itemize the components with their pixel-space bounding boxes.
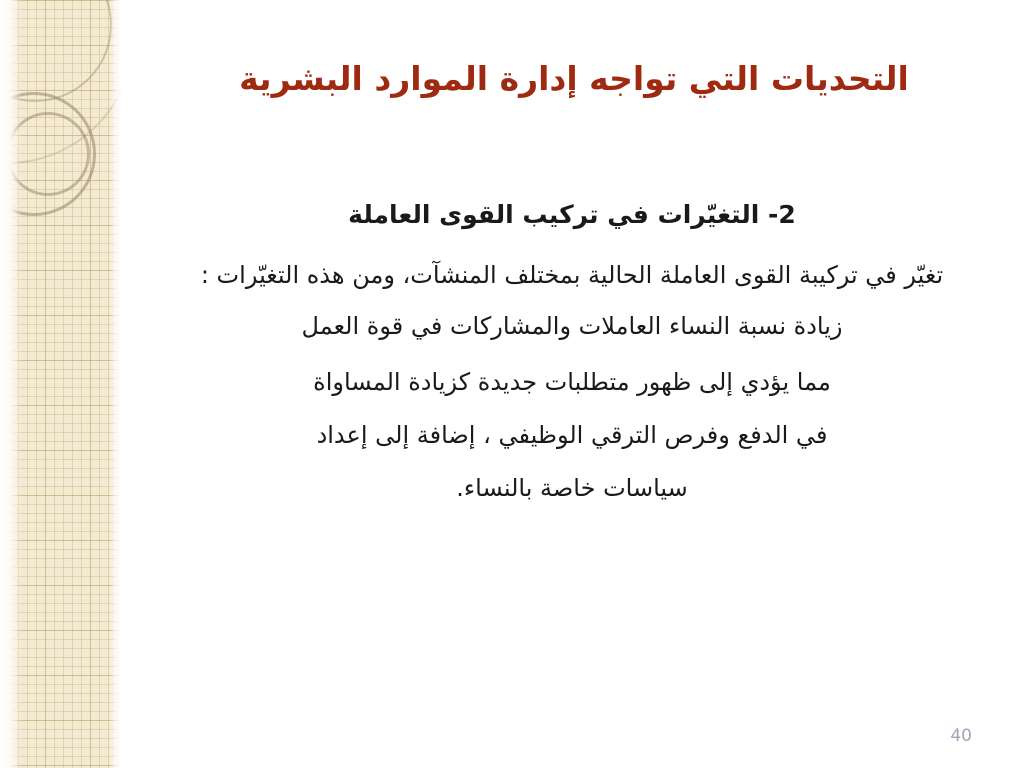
page-number: 40 bbox=[950, 726, 972, 746]
slide-content bbox=[123, 0, 1024, 768]
body-paragraph-4: في الدفع وفرص الترقي الوظيفي ، إضافة إلى إعداد bbox=[316, 420, 828, 449]
section-heading: 2- التغيّرات في تركيب القوى العاملة bbox=[348, 200, 796, 229]
band-left-fade bbox=[0, 0, 22, 768]
slide-body bbox=[142, 196, 1002, 526]
page-title: التحديات التي تواجه إدارة الموارد البشرية bbox=[239, 59, 909, 98]
body-paragraph-3: مما يؤدي إلى ظهور متطلبات جديدة كزيادة المساواة bbox=[313, 368, 831, 397]
decorative-left-band bbox=[0, 0, 123, 768]
body-paragraph-5: سياسات خاصة بالنساء. bbox=[456, 473, 688, 502]
body-paragraph-1: تغيّر في تركيبة القوى العاملة الحالية بمختلف المنشآت، ومن هذه التغيّرات : bbox=[200, 260, 944, 289]
body-paragraph-2: زيادة نسبة النساء العاملات والمشاركات في قوة العمل bbox=[301, 311, 843, 340]
band-right-fade bbox=[109, 0, 123, 768]
